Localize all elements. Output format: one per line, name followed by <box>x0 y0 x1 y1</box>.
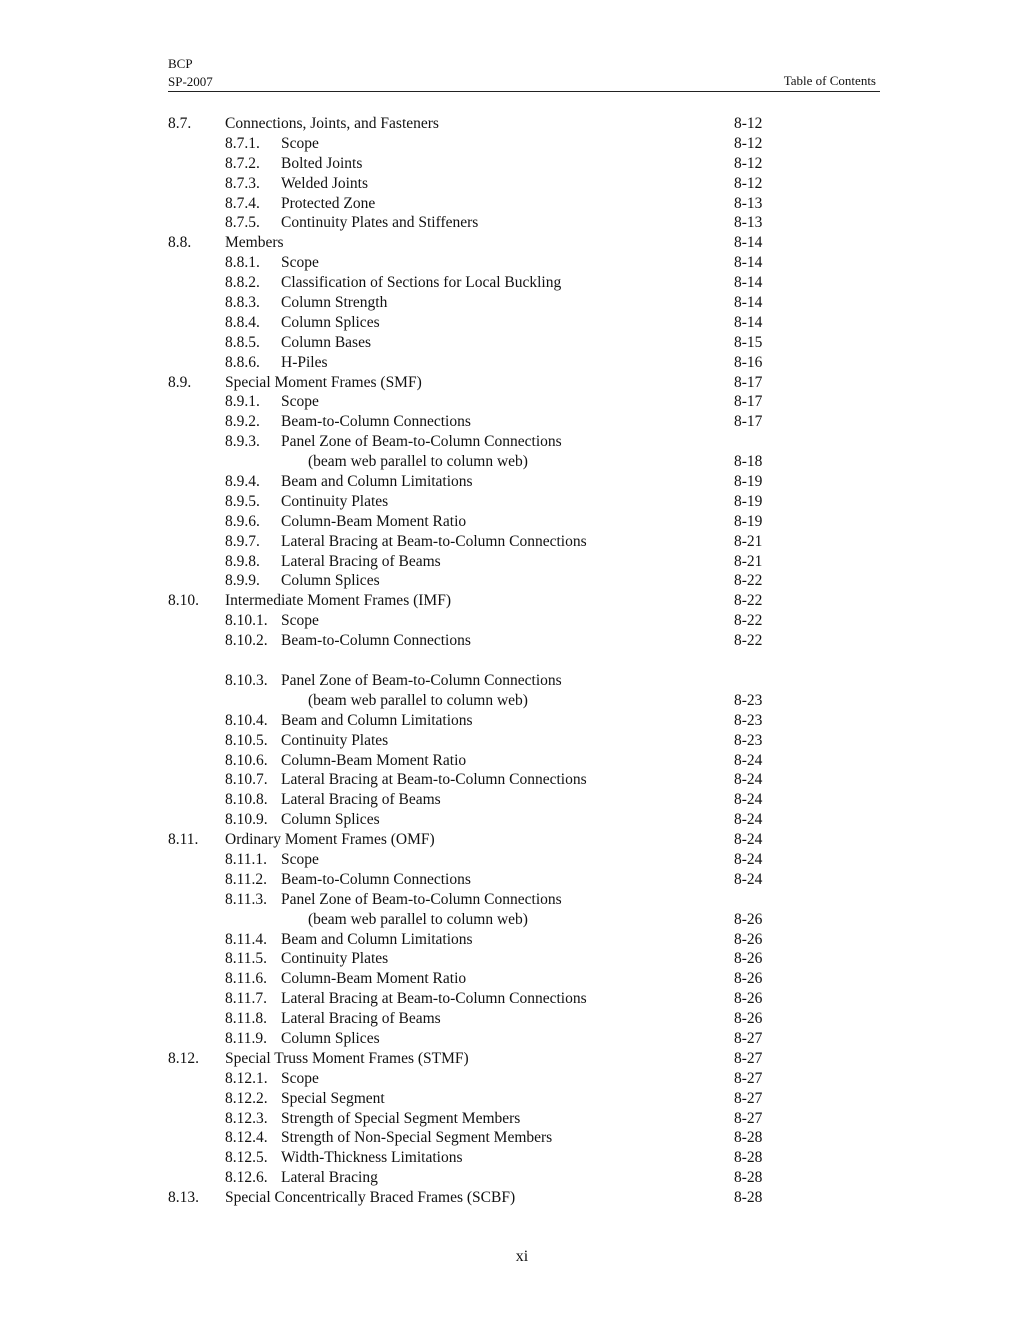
header-org: BCP <box>168 56 193 71</box>
toc-continuation-line <box>0 691 1024 711</box>
toc-entry-title: Lateral Bracing at Beam-to-Column Connections <box>281 771 587 789</box>
toc-entry-page: 8-26 <box>734 990 763 1008</box>
toc-entry-page: 8-14 <box>734 313 763 331</box>
toc-entry-title: Column Strength <box>281 294 388 312</box>
toc-section-entry <box>0 233 1024 253</box>
toc-entry-title: Bolted Joints <box>281 154 363 172</box>
toc-entry-number: 8.11.6. <box>225 970 268 988</box>
toc-continuation-line <box>0 910 1024 930</box>
toc-entry-number: 8.7.1. <box>225 134 260 152</box>
toc-entry-number: 8.11.1. <box>225 850 268 868</box>
toc-entry-title: Special Moment Frames (SMF) <box>225 373 422 391</box>
toc-entry-number: 8.8. <box>168 234 192 252</box>
toc-subsection-entry <box>0 253 1024 273</box>
toc-subsection-entry <box>0 611 1024 631</box>
toc-subsection-entry <box>0 1069 1024 1089</box>
table-of-contents <box>0 114 1024 1208</box>
toc-entry-page: 8-22 <box>734 612 763 630</box>
toc-entry-page: 8-12 <box>734 154 763 172</box>
toc-entry-title: Scope <box>281 254 319 272</box>
toc-entry-page: 8-14 <box>734 294 763 312</box>
toc-entry-page: 8-22 <box>734 632 763 650</box>
toc-entry-page: 8-22 <box>734 572 763 590</box>
toc-entry-title: Column Splices <box>281 811 380 829</box>
toc-entry-page: 8-27 <box>734 1029 763 1047</box>
toc-entry-page: 8-27 <box>734 1049 763 1067</box>
toc-entry-number: 8.8.2. <box>225 274 260 292</box>
toc-subsection-entry <box>0 194 1024 214</box>
toc-entry-number: 8.8.5. <box>225 333 260 351</box>
toc-entry-page: 8-14 <box>734 274 763 292</box>
toc-entry-number: 8.9.6. <box>225 512 260 530</box>
toc-entry-number: 8.9.3. <box>225 433 260 451</box>
toc-entry-title: Column-Beam Moment Ratio <box>281 970 467 988</box>
toc-subsection-entry <box>0 631 1024 651</box>
toc-entry-page: 8-13 <box>734 194 763 212</box>
toc-section-entry <box>0 373 1024 393</box>
toc-entry-title: Connections, Joints, and Fasteners <box>225 115 439 132</box>
toc-entry-title: Welded Joints <box>281 174 369 192</box>
toc-subsection-entry <box>0 810 1024 830</box>
toc-entry-title: Column Splices <box>281 572 380 590</box>
toc-entry-title: Continuity Plates <box>281 492 389 510</box>
toc-entry-title: Classification of Sections for Local Buckling <box>281 274 562 292</box>
toc-entry-title: Panel Zone of Beam-to-Column Connections <box>281 671 562 689</box>
toc-entry-title: Lateral Bracing of Beams <box>281 552 441 570</box>
toc-entry-title: Column-Beam Moment Ratio <box>281 512 467 530</box>
toc-subsection-entry <box>0 870 1024 890</box>
toc-entry-number: 8.12. <box>168 1049 199 1067</box>
toc-subsection-entry <box>0 174 1024 194</box>
toc-subsection-entry <box>0 1089 1024 1109</box>
toc-entry-page: 8-19 <box>734 492 763 510</box>
toc-entry-title: Beam-to-Column Connections <box>281 413 471 431</box>
toc-entry-title: Beam and Column Limitations <box>281 930 473 948</box>
toc-entry-number: 8.8.6. <box>225 353 260 371</box>
toc-entry-title: Column Splices <box>281 1029 380 1047</box>
toc-entry-page: 8-26 <box>734 910 763 928</box>
toc-entry-title: Width-Thickness Limitations <box>281 1149 463 1167</box>
toc-entry-page: 8-21 <box>734 552 763 570</box>
toc-entry-title: Members <box>225 234 284 252</box>
toc-entry-title: Scope <box>281 612 319 630</box>
toc-entry-number: 8.10.5. <box>225 731 268 749</box>
toc-entry-title: Beam-to-Column Connections <box>281 870 471 888</box>
toc-entry-page: 8-24 <box>734 811 763 829</box>
toc-entry-title: Lateral Bracing at Beam-to-Column Connections <box>281 532 587 550</box>
toc-subsection-entry <box>0 890 1024 910</box>
toc-entry-title: (beam web parallel to column web) <box>308 453 528 471</box>
toc-entry-number: 8.9.4. <box>225 473 260 491</box>
toc-subsection-entry <box>0 273 1024 293</box>
toc-entry-title: Panel Zone of Beam-to-Column Connections <box>281 433 562 451</box>
toc-subsection-entry <box>0 711 1024 731</box>
toc-subsection-entry <box>0 154 1024 174</box>
toc-entry-number: 8.11.5. <box>225 950 268 968</box>
toc-entry-title: Column Splices <box>281 313 380 331</box>
toc-subsection-entry <box>0 1128 1024 1148</box>
toc-section-entry <box>0 1188 1024 1208</box>
toc-entry-title: Lateral Bracing at Beam-to-Column Connections <box>281 990 587 1008</box>
toc-entry-page: 8-27 <box>734 1089 763 1107</box>
toc-entry-page: 8-16 <box>734 353 763 371</box>
toc-entry-title: (beam web parallel to column web) <box>308 910 528 928</box>
toc-entry-number: 8.10.1. <box>225 612 268 630</box>
running-header-left <box>168 55 213 91</box>
toc-entry-page: 8-24 <box>734 870 763 888</box>
toc-entry-number: 8.8.3. <box>225 294 260 312</box>
toc-subsection-entry <box>0 532 1024 552</box>
toc-entry-title: Continuity Plates and Stiffeners <box>281 214 479 232</box>
toc-subsection-entry <box>0 552 1024 572</box>
toc-subsection-entry <box>0 293 1024 313</box>
toc-subsection-entry <box>0 333 1024 353</box>
toc-entry-page: 8-24 <box>734 791 763 809</box>
toc-entry-number: 8.9.9. <box>225 572 260 590</box>
toc-entry-page: 8-24 <box>734 850 763 868</box>
toc-entry-number: 8.11.8. <box>225 1010 268 1028</box>
toc-entry-page: 8-26 <box>734 1010 763 1028</box>
toc-entry-number: 8.9.2. <box>225 413 260 431</box>
toc-entry-title: Lateral Bracing of Beams <box>281 791 441 809</box>
toc-entry-page: 8-14 <box>734 234 763 252</box>
toc-subsection-entry <box>0 1029 1024 1049</box>
toc-entry-number: 8.11.2. <box>225 870 268 888</box>
toc-entry-title: Column-Beam Moment Ratio <box>281 751 467 769</box>
toc-entry-page: 8-14 <box>734 254 763 272</box>
header-doc-id: SP-2007 <box>168 74 213 89</box>
toc-entry-title: Ordinary Moment Frames (OMF) <box>225 831 435 849</box>
toc-entry-title: Continuity Plates <box>281 950 389 968</box>
toc-entry-number: 8.12.1. <box>225 1069 268 1087</box>
toc-entry-page: 8-28 <box>734 1129 763 1147</box>
header-rule <box>168 91 880 92</box>
toc-entry-page: 8-27 <box>734 1069 763 1087</box>
toc-entry-number: 8.8.4. <box>225 313 260 331</box>
toc-entry-number: 8.12.5. <box>225 1149 268 1167</box>
toc-entry-title: Strength of Non-Special Segment Members <box>281 1129 553 1147</box>
toc-entry-number: 8.10.2. <box>225 632 268 650</box>
toc-entry-number: 8.10.7. <box>225 771 268 789</box>
toc-entry-title: Column Bases <box>281 333 371 351</box>
toc-entry-number: 8.11. <box>168 831 199 849</box>
toc-section-entry <box>0 1049 1024 1069</box>
toc-entry-title: Scope <box>281 134 319 152</box>
toc-entry-number: 8.13. <box>168 1189 199 1207</box>
toc-section-entry <box>0 830 1024 850</box>
toc-subsection-entry <box>0 492 1024 512</box>
toc-subsection-entry <box>0 512 1024 532</box>
page-number: xi <box>515 1248 529 1265</box>
toc-entry-page: 8-22 <box>734 592 763 610</box>
toc-entry-page: 8-27 <box>734 1109 763 1127</box>
toc-entry-number: 8.10.8. <box>225 791 268 809</box>
toc-entry-page: 8-28 <box>734 1169 763 1187</box>
toc-entry-page: 8-19 <box>734 512 763 530</box>
toc-entry-number: 8.9.5. <box>225 492 260 510</box>
toc-subsection-entry <box>0 770 1024 790</box>
toc-entry-page: 8-19 <box>734 473 763 491</box>
toc-subsection-entry <box>0 671 1024 691</box>
toc-entry-number: 8.9.8. <box>225 552 260 570</box>
toc-entry-number: 8.7.2. <box>225 154 260 172</box>
toc-entry-page: 8-13 <box>734 214 763 232</box>
toc-entry-number: 8.11.3. <box>225 890 268 908</box>
toc-entry-number: 8.9. <box>168 373 192 391</box>
toc-entry-title: Intermediate Moment Frames (IMF) <box>225 592 451 610</box>
toc-entry-number: 8.11.4. <box>225 930 268 948</box>
toc-subsection-entry <box>0 969 1024 989</box>
toc-entry-page: 8-24 <box>734 751 763 769</box>
toc-entry-title: Strength of Special Segment Members <box>281 1109 521 1127</box>
toc-entry-title: Special Segment <box>281 1089 385 1107</box>
toc-entry-number: 8.10. <box>168 592 199 610</box>
header-section-title: Table of Contents <box>783 73 876 88</box>
toc-entry-number: 8.12.4. <box>225 1129 268 1147</box>
toc-entry-page: 8-17 <box>734 393 763 411</box>
toc-subsection-entry <box>0 850 1024 870</box>
toc-entry-title: Protected Zone <box>281 194 376 212</box>
toc-subsection-entry <box>0 392 1024 412</box>
toc-entry-title: Scope <box>281 393 319 411</box>
toc-entry-title: Scope <box>281 1069 319 1087</box>
toc-entry-number: 8.7. <box>168 115 192 132</box>
toc-entry-title: Beam and Column Limitations <box>281 711 473 729</box>
toc-subsection-entry <box>0 412 1024 432</box>
toc-entry-number: 8.7.3. <box>225 174 260 192</box>
toc-entry-page: 8-17 <box>734 373 763 391</box>
toc-entry-page: 8-18 <box>734 453 763 471</box>
toc-entry-number: 8.9.7. <box>225 532 260 550</box>
toc-entry-page: 8-21 <box>734 532 763 550</box>
toc-entry-number: 8.11.7. <box>225 990 268 1008</box>
toc-subsection-entry <box>0 353 1024 373</box>
toc-subsection-entry <box>0 1168 1024 1188</box>
toc-entry-page: 8-24 <box>734 831 763 849</box>
toc-entry-title: Special Concentrically Braced Frames (SCBF) <box>225 1189 516 1207</box>
toc-entry-title: Lateral Bracing <box>281 1169 378 1187</box>
toc-subsection-entry <box>0 1109 1024 1129</box>
toc-entry-page: 8-28 <box>734 1149 763 1167</box>
toc-entry-number: 8.11.9. <box>225 1029 268 1047</box>
toc-entry-page: 8-23 <box>734 691 763 709</box>
toc-subsection-entry <box>0 930 1024 950</box>
toc-entry-number: 8.8.1. <box>225 254 260 272</box>
toc-entry-number: 8.10.9. <box>225 811 268 829</box>
toc-entry-page: 8-12 <box>734 134 763 152</box>
toc-subsection-entry <box>0 571 1024 591</box>
toc-entry-page: 8-12 <box>734 115 763 132</box>
toc-entry-number: 8.12.6. <box>225 1169 268 1187</box>
toc-subsection-entry <box>0 949 1024 969</box>
toc-subsection-entry <box>0 1009 1024 1029</box>
toc-entry-number: 8.12.2. <box>225 1089 268 1107</box>
toc-subsection-entry <box>0 1148 1024 1168</box>
toc-subsection-entry <box>0 731 1024 751</box>
toc-subsection-entry <box>0 313 1024 333</box>
toc-entry-page: 8-12 <box>734 174 763 192</box>
toc-entry-title: Beam-to-Column Connections <box>281 632 471 650</box>
toc-spacer <box>0 651 1024 671</box>
toc-entry-page: 8-15 <box>734 333 763 351</box>
toc-subsection-entry <box>0 790 1024 810</box>
toc-entry-title: Special Truss Moment Frames (STMF) <box>225 1049 469 1067</box>
toc-entry-page: 8-23 <box>734 731 763 749</box>
toc-entry-number: 8.7.5. <box>225 214 260 232</box>
toc-entry-page: 8-23 <box>734 711 763 729</box>
toc-subsection-entry <box>0 134 1024 154</box>
toc-entry-page: 8-26 <box>734 970 763 988</box>
toc-entry-title: Scope <box>281 850 319 868</box>
toc-entry-number: 8.9.1. <box>225 393 260 411</box>
toc-entry-title: Lateral Bracing of Beams <box>281 1010 441 1028</box>
toc-section-entry <box>0 591 1024 611</box>
toc-entry-number: 8.12.3. <box>225 1109 268 1127</box>
toc-entry-title: Beam and Column Limitations <box>281 473 473 491</box>
toc-entry-title: Continuity Plates <box>281 731 389 749</box>
toc-entry-number: 8.10.4. <box>225 711 268 729</box>
toc-entry-number: 8.7.4. <box>225 194 260 212</box>
toc-entry-title: H-Piles <box>281 353 328 371</box>
toc-section-entry <box>0 114 1024 134</box>
toc-entry-title: Panel Zone of Beam-to-Column Connections <box>281 890 562 908</box>
toc-subsection-entry <box>0 213 1024 233</box>
toc-subsection-entry <box>0 989 1024 1009</box>
toc-entry-number: 8.10.6. <box>225 751 268 769</box>
toc-entry-page: 8-26 <box>734 950 763 968</box>
toc-continuation-line <box>0 452 1024 472</box>
toc-entry-page: 8-26 <box>734 930 763 948</box>
toc-subsection-entry <box>0 472 1024 492</box>
toc-entry-number: 8.10.3. <box>225 671 268 689</box>
toc-entry-page: 8-17 <box>734 413 763 431</box>
toc-subsection-entry <box>0 432 1024 452</box>
toc-entry-title: (beam web parallel to column web) <box>308 691 528 709</box>
toc-entry-page: 8-28 <box>734 1189 763 1207</box>
toc-entry-page: 8-24 <box>734 771 763 789</box>
toc-subsection-entry <box>0 751 1024 771</box>
